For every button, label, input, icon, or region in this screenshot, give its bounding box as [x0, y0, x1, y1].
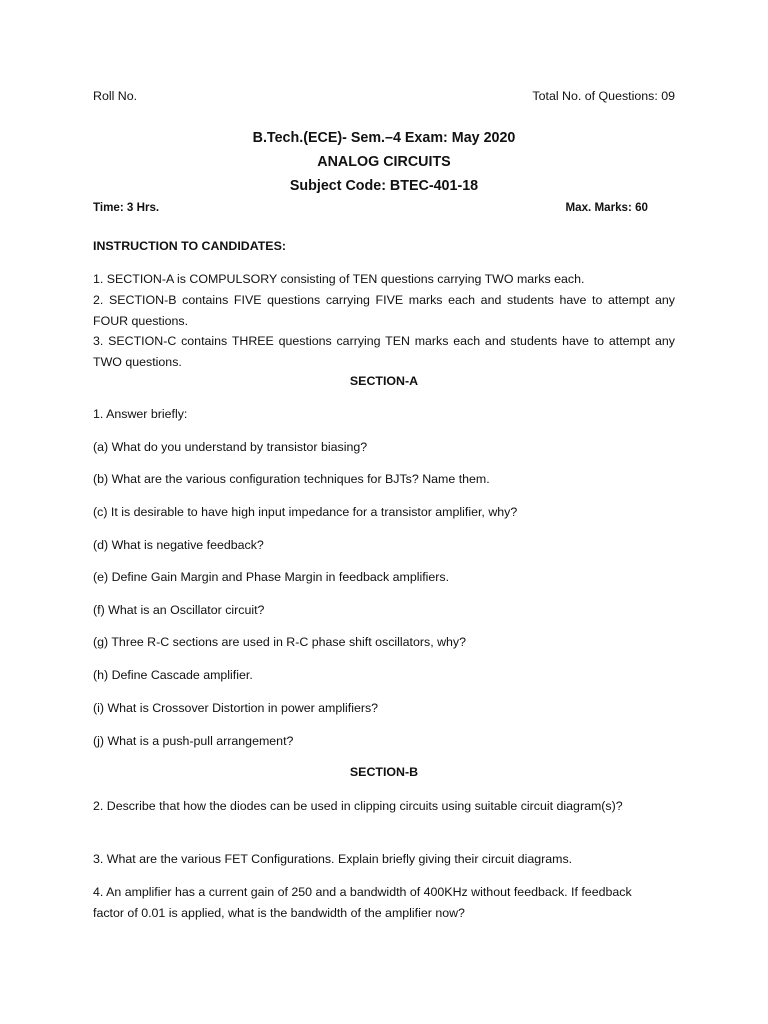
question-item: 4. An amplifier has a current gain of 250 and a bandwidth of 400KHz without feedback. If feedback factor of 0.01 is applied, what is the bandwidth of the amplifier now? [93, 885, 632, 920]
question-item: (c) It is desirable to have high input impedance for a transistor amplifier, why? [93, 505, 518, 519]
question-item: 2. Describe that how the diodes can be used in clipping circuits using suitable circuit diagram(s)? [93, 799, 623, 813]
instructions-heading: INSTRUCTION TO CANDIDATES: [93, 239, 286, 253]
question-item: (h) Define Cascade amplifier. [93, 668, 253, 682]
question-item: (d) What is negative feedback? [93, 538, 264, 552]
instruction-item: 2. SECTION-B contains FIVE questions carrying FIVE marks each and students have to attempt any FOUR questions. [93, 293, 675, 328]
time-label: Time: 3 Hrs. [93, 201, 160, 214]
question-item: (b) What are the various configuration techniques for BJTs? Name them. [93, 472, 490, 486]
subject-title: ANALOG CIRCUITS [317, 154, 451, 170]
question-item: 3. What are the various FET Configurations. Explain briefly giving their circuit diagrams. [93, 852, 573, 866]
question-item: (j) What is a push-pull arrangement? [93, 734, 294, 748]
header-row [93, 89, 675, 103]
max-marks-label: Max. Marks: 60 [565, 201, 648, 214]
meta-row [93, 201, 648, 214]
roll-no-label: Roll No. [93, 89, 138, 103]
total-questions-label: Total No. of Questions: 09 [532, 89, 675, 103]
question-item: (f) What is an Oscillator circuit? [93, 603, 265, 617]
exam-paper-page [93, 0, 675, 1024]
section-a-intro: 1. Answer briefly: [93, 407, 188, 421]
question-item: (i) What is Crossover Distortion in power amplifiers? [93, 701, 379, 715]
exam-title: B.Tech.(ECE)- Sem.–4 Exam: May 2020 [252, 130, 516, 146]
section-a-heading: SECTION-A [349, 374, 419, 388]
instruction-item: 3. SECTION-C contains THREE questions carrying TEN marks each and students have to attempt any TWO questions. [93, 334, 675, 369]
subject-code: Subject Code: BTEC-401-18 [289, 178, 479, 194]
section-b-heading: SECTION-B [349, 765, 419, 779]
question-item: (g) Three R-C sections are used in R-C phase shift oscillators, why? [93, 635, 467, 649]
question-item: (a) What do you understand by transistor biasing? [93, 440, 368, 454]
instruction-item: 1. SECTION-A is COMPULSORY consisting of TEN questions carrying TWO marks each. [93, 272, 585, 286]
question-item: (e) Define Gain Margin and Phase Margin in feedback amplifiers. [93, 570, 450, 584]
